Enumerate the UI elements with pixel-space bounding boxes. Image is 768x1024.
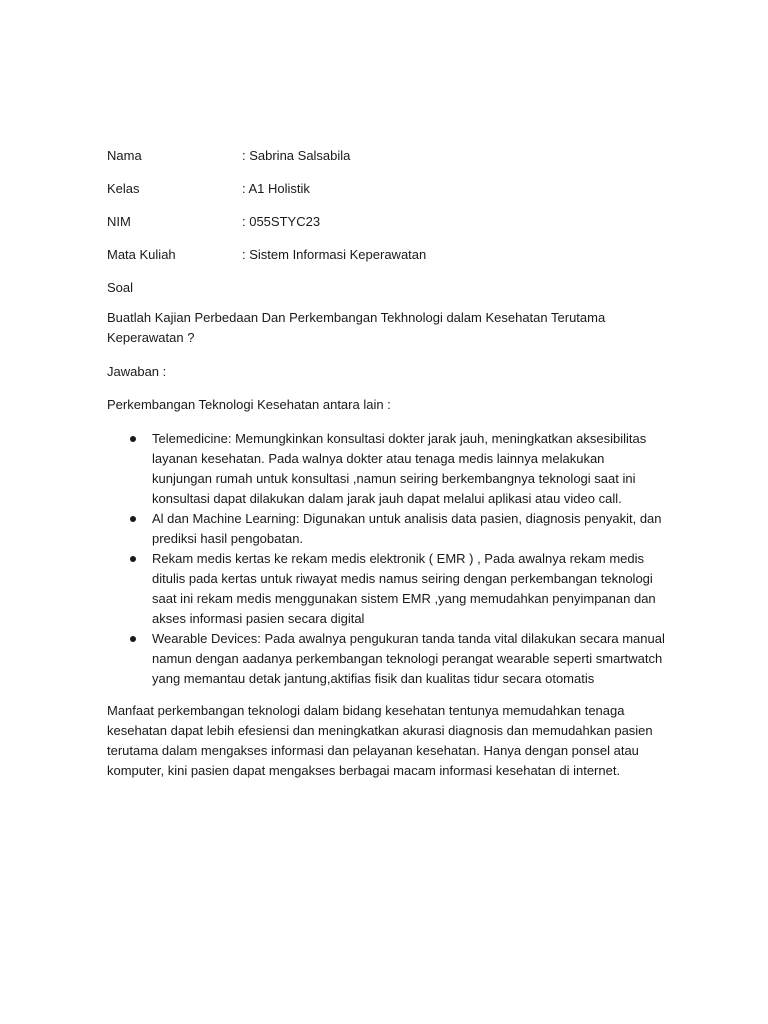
answer-label: Jawaban : xyxy=(107,364,167,379)
list-item-text: Wearable Devices: Pada awalnya pengukuran tanda tanda vital dilakukan secara manual namun dengan aadanya perkembangan teknologi perangat wearable seperti smartwatch yang memantau detak jantung,aktifias fisik dan kualitas tidur secara otomatis xyxy=(152,631,665,686)
info-label: Nama xyxy=(107,148,142,163)
question-text: Buatlah Kajian Perbedaan Dan Perkembangan Tekhnologi dalam Kesehatan Terutama Keperawatan ? xyxy=(107,310,606,345)
info-row-nim xyxy=(107,212,667,245)
bullet-icon xyxy=(130,516,136,522)
info-value: : A1 Holistik xyxy=(242,181,310,196)
conclusion-paragraph: Manfaat perkembangan teknologi dalam bidang kesehatan tentunya memudahkan tenaga kesehatan dapat lebih efesiensi dan meningkatkan akurasi diagnosis dan memudahkan pasien terutama dalam mengakses informasi dan pelayanan kesehatan. Hanya dengan ponsel atau komputer, kini pasien dapat mengakses berbagai macam informasi kesehatan di internet. xyxy=(107,703,653,778)
bullet-icon xyxy=(130,436,136,442)
list-item-text: Al dan Machine Learning: Digunakan untuk analisis data pasien, diagnosis penyakit, dan prediksi hasil pengobatan. xyxy=(152,511,662,546)
info-row-kelas xyxy=(107,179,667,212)
info-label: NIM xyxy=(107,214,131,229)
info-value: : 055STYC23 xyxy=(242,214,321,229)
bullet-icon xyxy=(130,556,136,562)
info-row-mata-kuliah xyxy=(107,245,667,278)
document-body xyxy=(107,146,667,795)
list-item xyxy=(107,509,667,549)
info-label: Kelas xyxy=(107,181,140,196)
answer-intro: Perkembangan Teknologi Kesehatan antara lain : xyxy=(107,397,391,412)
info-row-nama xyxy=(107,146,667,179)
info-value: : Sabrina Salsabila xyxy=(242,148,351,163)
list-item-text: Rekam medis kertas ke rekam medis elektronik ( EMR ) , Pada awalnya rekam medis ditulis pada kertas untuk riwayat medis namus seiring dengan perkembangan teknologi saat ini rekam medis menggunakan sistem EMR ,yang memudahkan penyimpanan dan akses informasi pasien secara digital xyxy=(152,551,656,626)
bullet-icon xyxy=(130,636,136,642)
list-item-text: Telemedicine: Memungkinkan konsultasi dokter jarak jauh, meningkatkan aksesibilitas layanan kesehatan. Pada walnya dokter atau tenaga medis lainnya melakukan kunjungan rumah untuk konsultasi ,namun seiring berkembangnya teknologi saat ini konsultasi dapat dilakukan dalam jarak jauh dapat melalui aplikasi atau video call. xyxy=(152,431,647,506)
technology-list xyxy=(107,429,667,689)
soal-heading: Soal xyxy=(107,280,134,295)
list-item xyxy=(107,429,667,509)
list-item xyxy=(107,549,667,629)
list-item xyxy=(107,629,667,689)
info-value: : Sistem Informasi Keperawatan xyxy=(242,247,427,262)
info-label: Mata Kuliah xyxy=(107,247,176,262)
